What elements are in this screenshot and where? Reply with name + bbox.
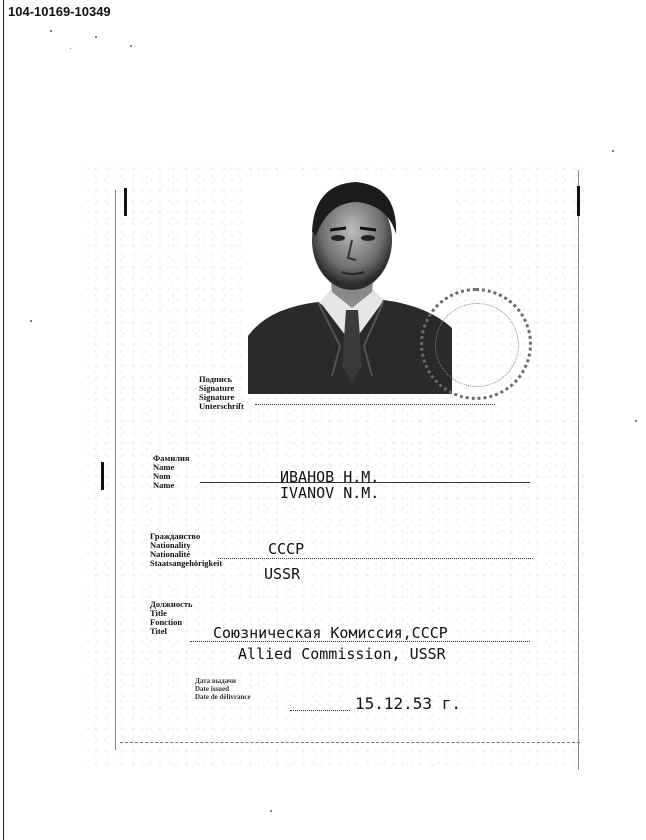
name-line	[200, 482, 530, 483]
scan-speck	[612, 150, 614, 152]
date-issued-label: Дата выдачи Date issued Date de délivrance	[195, 677, 251, 701]
title-line	[190, 641, 530, 642]
date-issued-value: 15.12.53 г.	[355, 694, 461, 713]
scan-speck	[130, 45, 132, 47]
name-russian: ИВАНОВ Н.М.	[280, 468, 380, 486]
nationality-russian: СССР	[268, 540, 305, 558]
name-english: IVANOV N.M.	[280, 484, 380, 502]
stamp-inner-ring	[435, 303, 519, 387]
card-right-edge	[578, 170, 579, 770]
nationality-label: Гражданство Nationality Nationalité Staatsangehörigkeit	[150, 531, 223, 568]
title-label: Должность Title Fonction Titel	[150, 599, 193, 636]
page-left-border	[3, 0, 4, 840]
scan-speck	[95, 36, 97, 38]
scan-speck	[70, 48, 71, 49]
scan-speck	[30, 320, 32, 322]
date-leader-line	[290, 710, 350, 711]
card-left-edge	[115, 190, 116, 750]
scan-speck	[270, 810, 272, 812]
title-russian: Союзническая Комиссия,СССР	[213, 624, 448, 642]
scan-speck	[635, 420, 637, 422]
punch-mark	[124, 188, 127, 216]
official-stamp	[420, 288, 532, 400]
scan-speck	[50, 30, 52, 32]
nationality-line	[218, 558, 533, 559]
nationality-english: USSR	[264, 565, 301, 583]
signature-label: Подпись Signature Signature Unterschrift	[199, 374, 244, 411]
document-id: 104-10169-10349	[8, 4, 111, 19]
title-english: Allied Commission, USSR	[238, 645, 446, 663]
punch-mark	[101, 462, 104, 490]
punch-mark	[577, 186, 580, 216]
portrait-illustration	[248, 176, 452, 394]
card-bottom-edge	[120, 742, 580, 744]
signature-line	[255, 404, 495, 405]
portrait-photo	[248, 176, 452, 394]
name-label: Фамилия Name Nom Name	[153, 453, 190, 490]
